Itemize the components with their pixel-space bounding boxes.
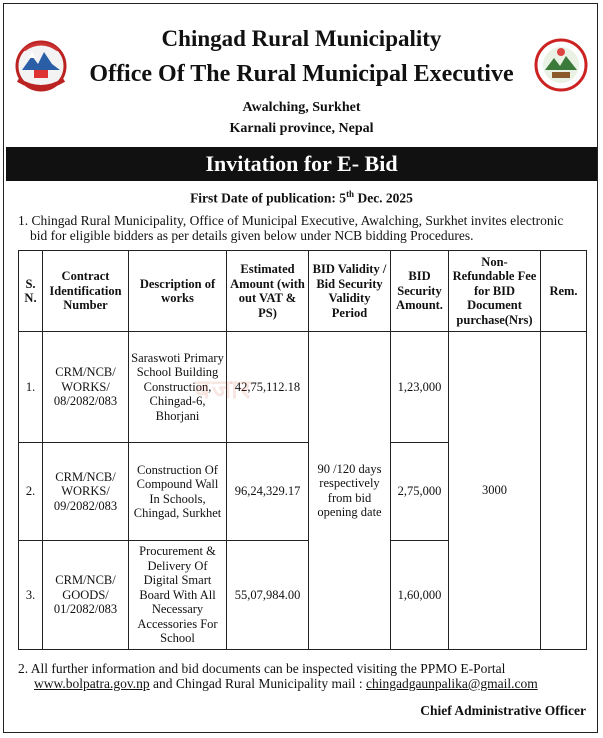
cell-description: Construction Of Compound Wall In Schools, Chingad, Surkhet <box>129 443 227 541</box>
cell-validity-shared: 90 /120 days respectively from bid opening date <box>309 332 391 650</box>
cell-description: Saraswoti Primary School Building Construction, Chingad-6, Bhorjani <box>129 332 227 443</box>
invitation-line-2: bid for eligible bidders as per details given below under NCB bidding Procedures. <box>30 228 474 243</box>
cell-description: Procurement & Delivery Of Digital Smart Board With All Necessary Accessories For School <box>129 541 227 650</box>
municipality-name: Chingad Rural Municipality <box>161 26 442 51</box>
header-fee: Non-Refundable Fee for BID Document purchase(Nrs) <box>449 251 541 332</box>
publication-date <box>0 189 603 207</box>
watermark: बजार <box>195 375 253 405</box>
publication-ordinal: th <box>346 189 355 199</box>
cell-security: 2,75,000 <box>391 443 449 541</box>
cell-security: 1,23,000 <box>391 332 449 443</box>
info-mid-text: and Chingad Rural Municipality mail : <box>149 676 366 691</box>
header-estimated: Estimated Amount (with out VAT & PS) <box>227 251 309 332</box>
table-row <box>19 332 587 443</box>
bid-table <box>18 250 587 650</box>
invitation-paragraph <box>18 213 588 243</box>
header-security: BID Security Amount. <box>391 251 449 332</box>
cell-fee-shared: 3000 <box>449 332 541 650</box>
cell-contract: CRM/NCB/ GOODS/ 01/2082/083 <box>43 541 129 650</box>
header-remarks: Rem. <box>541 251 587 332</box>
header-description: Description of works <box>129 251 227 332</box>
header-sn: S. N. <box>19 251 43 332</box>
cell-estimated: 96,24,329.17 <box>227 443 309 541</box>
publication-prefix: First Date of publication: 5 <box>190 190 347 206</box>
header-validity: BID Validity / Bid Security Validity Period <box>309 251 391 332</box>
cell-estimated: 42,75,112.18 <box>227 332 309 443</box>
office-province: Karnali province, Nepal <box>229 121 374 136</box>
cell-sn: 1. <box>19 332 43 443</box>
cell-security: 1,60,000 <box>391 541 449 650</box>
cell-sn: 3. <box>19 541 43 650</box>
info-line-1: 2. All further information and bid documents can be inspected visiting the PPMO E-Portal <box>18 661 506 676</box>
email-link[interactable]: chingadgaunpalika@gmail.com <box>365 676 538 691</box>
portal-link[interactable]: www.bolpatra.gov.np <box>34 676 150 691</box>
notice-title: Invitation for E- Bid <box>6 147 597 181</box>
invitation-line-1: 1. Chingad Rural Municipality, Office of Municipal Executive, Awalching, Surkhet invites electronic <box>18 213 564 228</box>
signatory: Chief Administrative Officer <box>420 703 586 718</box>
table-header-row <box>19 251 587 332</box>
cell-contract: CRM/NCB/ WORKS/ 08/2082/083 <box>43 332 129 443</box>
header-contract: Contract Identification Number <box>43 251 129 332</box>
cell-remarks <box>541 332 587 650</box>
info-line-2 <box>18 676 588 691</box>
cell-contract: CRM/NCB/ WORKS/ 09/2082/083 <box>43 443 129 541</box>
cell-estimated: 55,07,984.00 <box>227 541 309 650</box>
cell-sn: 2. <box>19 443 43 541</box>
info-paragraph <box>18 661 588 691</box>
office-location: Awalching, Surkhet <box>242 100 361 115</box>
publication-suffix: Dec. 2025 <box>354 190 413 206</box>
office-name: Office Of The Rural Municipal Executive <box>89 61 514 87</box>
